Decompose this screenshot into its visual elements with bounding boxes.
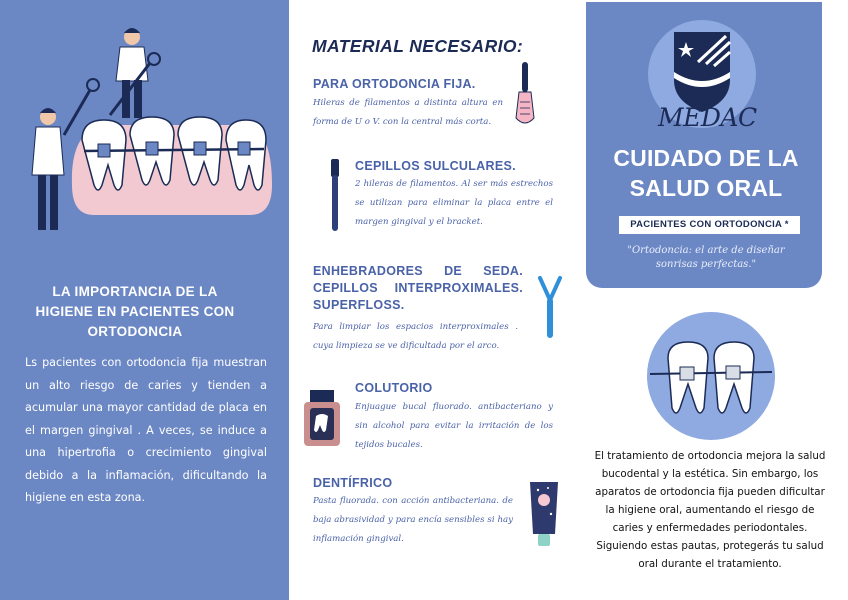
brand-wordmark: MEDAC [658,103,757,132]
dentists-braces-illustration [10,25,280,250]
mouthwash-icon [302,388,342,448]
section-body-mouthwash: Enjuague bucal fluorado. antibacteriano y sin alcohol para evitar la irritación de los tejidos bucales. [355,402,553,450]
cover-title: CUIDADO DE LA SALUD ORAL [613,145,799,201]
material-title: MATERIAL NECESARIO: [312,36,524,56]
cover-subtitle-badge: PACIENTES CON ORTODONCIA * [619,216,800,234]
section-title-sulcular-brushes: CEPILLOS SULCULARES. [355,159,516,173]
cover-quote: "Ortodoncia: el arte de diseñar sonrisas perfectas." [627,245,785,270]
interdental-brush-icon [536,274,564,340]
section-body-interproximal: Para limpiar los espacios interproximales . cuya limpieza se ve dificultada por el arco. [313,322,518,351]
right-body-text: El tratamiento de ortodoncia mejora la salud bucodental y la estética. Sin embargo, los aparatos de ortodoncia fija pueden dificultar la higiene oral, aumentando el riesgo de caries y enfermedades periodontales. Siguiendo estas pautas, protegerás tu salud oral durante el tratamiento. [594,450,826,570]
section-title-interproximal: ENHEBRADORES DE SEDA. CEPILLOS INTERPROXIMALES. SUPERFLOSS. [313,264,523,312]
teeth-braces-icon [646,306,776,446]
section-title-orthodontic-brush: PARA ORTODONCIA FIJA. [313,77,476,91]
toothbrush-icon [510,60,540,128]
toothpaste-icon [527,480,561,550]
section-body-orthodontic-brush: Hileras de filamentos a distinta altura en forma de U o V. con la central más corta. [313,98,503,127]
section-title-mouthwash: COLUTORIO [355,381,433,395]
section-title-toothpaste: DENTÍFRICO [313,476,393,490]
sulcular-brush-icon [325,155,345,235]
section-body-toothpaste: Pasta fluorada. con acción antibacteriana. de baja abrasividad y para encía sensibles si hay inflamación gingival. [313,496,513,544]
left-body-text: Ls pacientes con ortodoncia fija muestran un alto riesgo de caries y tienden a acumular una mayor cantidad de placa en el margen gingival . A veces, se induce a una hipertrofia o crecimiento gingival debido a la inflamación, dificultando la higiene en esta zona. [25,356,267,504]
left-heading: LA IMPORTANCIA DE LA HIGIENE EN PACIENTES CON ORTODONCIA [35,284,235,339]
section-body-sulcular-brushes: 2 hileras de filamentos. Al ser más estrechos se utilizan para eliminar la placa entre el margen gingival y el bracket. [355,179,553,227]
